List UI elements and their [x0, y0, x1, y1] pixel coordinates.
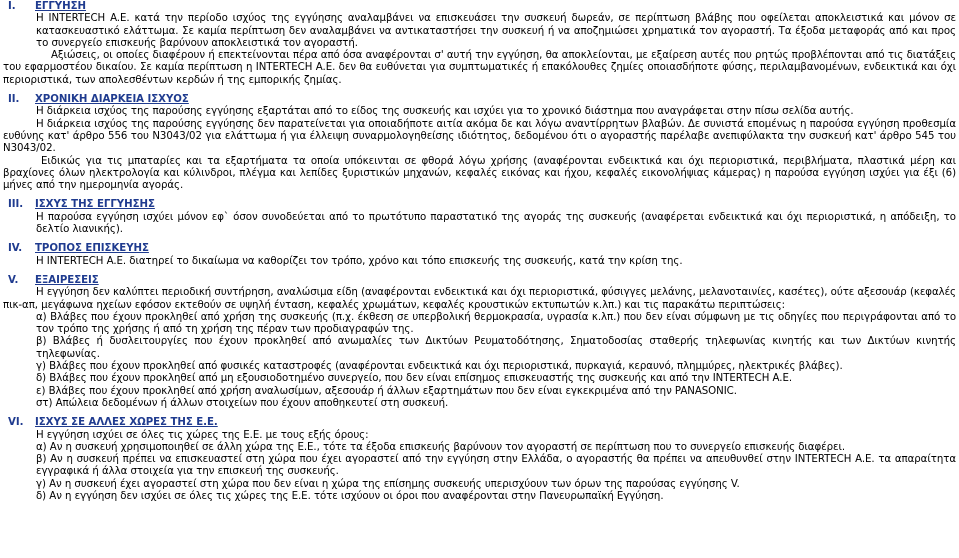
section-title: ΙΣΧΥΣ ΣΕ ΑΛΛΕΣ ΧΩΡΕΣ ΤΗΣ Ε.Ε.	[35, 417, 218, 429]
section-number: VI.	[8, 417, 24, 429]
section-title: ΤΡΟΠΟΣ ΕΠΙΣΚΕΥΗΣ	[35, 243, 149, 255]
section-2-paragraph-1: Η διάρκεια ισχύος της παρούσης εγγύησης εξαρτάται από το είδος της συσκευής και ισχύει για το χρονικό διάστημα που αναγράφεται στην πίσω σελίδα αυτής.	[36, 106, 854, 118]
section-number: IV.	[8, 243, 23, 255]
section-title: ΕΓΓΥΗΣΗ	[35, 1, 86, 12]
section-3-heading	[3, 199, 956, 211]
section-6-item-d: δ) Αν η εγγύηση δεν ισχύει σε όλες τις χώρες της Ε.Ε. τότε ισχύουν οι όροι που αναφέρονται στην Πανευρωπαϊκή Εγγύηση.	[36, 490, 664, 502]
section-5-item-d: δ) Βλάβες που έχουν προκληθεί από μη εξουσιοδοτημένο συνεργείο, που δεν είναι επίσημος επισκευαστής της συσκευής και από την INTERTECH A.E.	[36, 373, 793, 385]
section-6-item-c: γ) Αν η συσκευή έχει αγοραστεί στη χώρα που δεν είναι η χώρα της επίσημης συσκευής υπερισχύουν των όρων της παρούσας εγγύησης V.	[36, 478, 740, 490]
section-6-paragraph-1: Η εγγύηση ισχύει σε όλες τις χώρες της Ε.Ε. με τους εξής όρους:	[36, 429, 369, 441]
section-5-paragraph-1: Η εγγύηση δεν καλύπτει περιοδική συντήρηση, αναλώσιμα είδη (αναφέρονται ενδεικτικά και όχι περιοριστικά, φύσιγγες μελάνης, μελανοταινίες, κασέτες), ούτε αξεσουάρ (κεφαλές πικ-απ, μεγάφωνα ηχείων εφόσον εκτεθούν σε υψηλή ένταση, κεφαλές χρωμάτων, κεφαλές κρουστικών εκτυπωτών κ.λπ.) και τις παρακάτω περιπτώσεις:	[3, 287, 956, 311]
section-title: ΙΣΧΥΣ ΤΗΣ ΕΓΓΥΗΣΗΣ	[35, 199, 155, 211]
section-6-item-a: α) Αν η συσκευή χρησιμοποιηθεί σε άλλη χώρα της Ε.Ε., τότε τα έξοδα επισκευής βαρύνουν τον αγοραστή σε περίπτωση που το συνεργείο επισκευής διαφέρει.	[36, 441, 846, 453]
section-5-heading	[3, 275, 956, 287]
section-number: II.	[8, 94, 20, 106]
section-5-item-c: γ) Βλάβες που έχουν προκληθεί από φυσικές καταστροφές (αναφέρονται ενδεικτικά και όχι περιοριστικά, πυρκαγιά, κεραυνό, πλημμύρες, ηλεκτρικές βλάβες).	[36, 361, 843, 373]
section-title: ΕΞΑΙΡΕΣΕΙΣ	[35, 274, 99, 286]
section-6-item-b: β) Αν η συσκευή πρέπει να επισκευαστεί στη χώρα που έχει αγοραστεί από την εγγύηση στην Ελλάδα, ο αγοραστής θα πρέπει να απευθυνθεί στην INTERTECH A.E. τα απαραίτητα εγγραφικά ή άλλα στοιχεία για την επισκευή της συσκευής.	[36, 454, 956, 478]
section-1-paragraph-1: Η INTERTECH A.E. κατά την περίοδο ισχύος της εγγύησης αναλαμβάνει να επισκευάσει την συσκευή δωρεάν, σε περίπτωση βλάβης που οφείλεται αποκλειστικά και μόνον σε κατασκευαστικό ελάττωμα. Σε καμία περίπτωση δεν αναλαμβάνει να αντικαταστήσει την συσκευή ή να αποζημιώσει χρηματικά τον αγοραστή. Τα έξοδα μεταφοράς από και προς το συνεργείο επισκευής βαρύνουν αποκλειστικά τον αγοραστή.	[36, 13, 956, 49]
section-5-item-f: στ) Απώλεια δεδομένων ή άλλων στοιχείων που έχουν αποθηκευτεί στη συσκευή.	[36, 397, 449, 409]
section-4-heading	[3, 243, 956, 255]
section-1-paragraph-2: Αξιώσεις, οι οποίες διαφέρουν ή επεκτείνονται πέρα από όσα αναφέρονται σ' αυτή την εγγύηση, θα αποκλείονται, με εξαίρεση αυτές που ρητώς προβλέπονται από τις διατάξεις του εφαρμοστέου δικαίου. Σε καμία περίπτωση η INTERTECH A.E. δεν θα ευθύνεται για συμπτωματικές ή επακόλουθες ζημίες οποιασδήποτε φύσης, περιλαμβανομένων, ενδεικτικά και όχι περιοριστικά, των απολεσθέντων κερδών ή της εμπορικής ζημίας.	[3, 50, 956, 86]
section-5-item-b: β) Βλάβες ή δυσλειτουργίες που έχουν προκληθεί από ανωμαλίες των Δικτύων Ρευματοδότησης, Σηματοδοσίας σταθερής τηλεφωνίας κινητής και των Δικτύων κινητής τηλεφωνίας.	[36, 336, 956, 360]
section-3-paragraph-1: Η παρούσα εγγύηση ισχύει μόνον εφ` όσον συνοδεύεται από το πρωτότυπο παραστατικό της αγοράς της συσκευής (αναφέρεται ενδεικτικά και όχι περιοριστικά, η απόδειξη, το δελτίο λιανικής).	[36, 211, 956, 236]
section-2-paragraph-3: Ειδικώς για τις μπαταρίες και τα εξαρτήματα τα οποία υπόκεινται σε φθορά λόγω χρήσης (αναφέρονται ενδεικτικά και όχι περιοριστικά, περιβλήματα, πλαστικά μέρη και βραχίονες όλων ηλεκτρολογία και κύλινδροι, πλέγμα και λεπίδες ξυριστικών μηχανών, κεφαλές εικόνας και ήχου, κεφαλές εικονολήψιας κάμερας) η παρούσα εγγύηση ισχύει για έξι (6) μήνες από την ημερομηνία αγοράς.	[3, 155, 956, 192]
section-2-paragraph-2: Η διάρκεια ισχύος της παρούσης εγγύησης δεν παρατείνεται για οποιαδήποτε αιτία ακόμα δε και λόγω αναντίρρητων βλαβών. Δε συνιστά επομένως η παρούσα εγγύηση προθεσμία ευθύνης κατ' άρθρο 556 του Ν3043/02 για ελάττωμα ή για έλλειψη συναρμολογηθείσης ιδιότητος, δεδομένου ότι ο αγοραστής παρέλαβε ανεπιφύλακτα την συσκευή κατ' άρθρο 545 του Ν3043/02.	[3, 118, 956, 155]
section-title: ΧΡΟΝΙΚΗ ΔΙΑΡΚΕΙΑ ΙΣΧΥΟΣ	[35, 94, 189, 106]
section-number: I.	[8, 1, 16, 12]
section-1-heading	[3, 1, 956, 13]
section-number: III.	[8, 199, 24, 211]
section-6-heading	[3, 417, 956, 429]
section-2-heading	[3, 94, 956, 106]
section-5-item-e: ε) Βλάβες που έχουν προκληθεί από χρήση αναλωσίμων, αξεσουάρ ή άλλων εξαρτημάτων που δεν είναι εγκεκριμένα από την PANASONIC.	[36, 385, 737, 397]
section-number: V.	[8, 274, 19, 286]
section-5-item-a: α) Βλάβες που έχουν προκληθεί από χρήση της συσκευής (π.χ. έκθεση σε υπερβολική θερμοκρασία, υγρασία κ.λπ.) που δεν είναι σύμφωνη με τις οδηγίες που περιγράφονται από το τον τρόπο της χρήσης ή από τη χρήση της πέραν των προδιαγραφών της.	[36, 311, 956, 336]
section-4-paragraph-1: Η INTERTECH A.E. διατηρεί το δικαίωμα να καθορίζει τον τρόπο, χρόνο και τόπο επισκευής της συσκευής, κατά την κρίση της.	[36, 255, 683, 267]
